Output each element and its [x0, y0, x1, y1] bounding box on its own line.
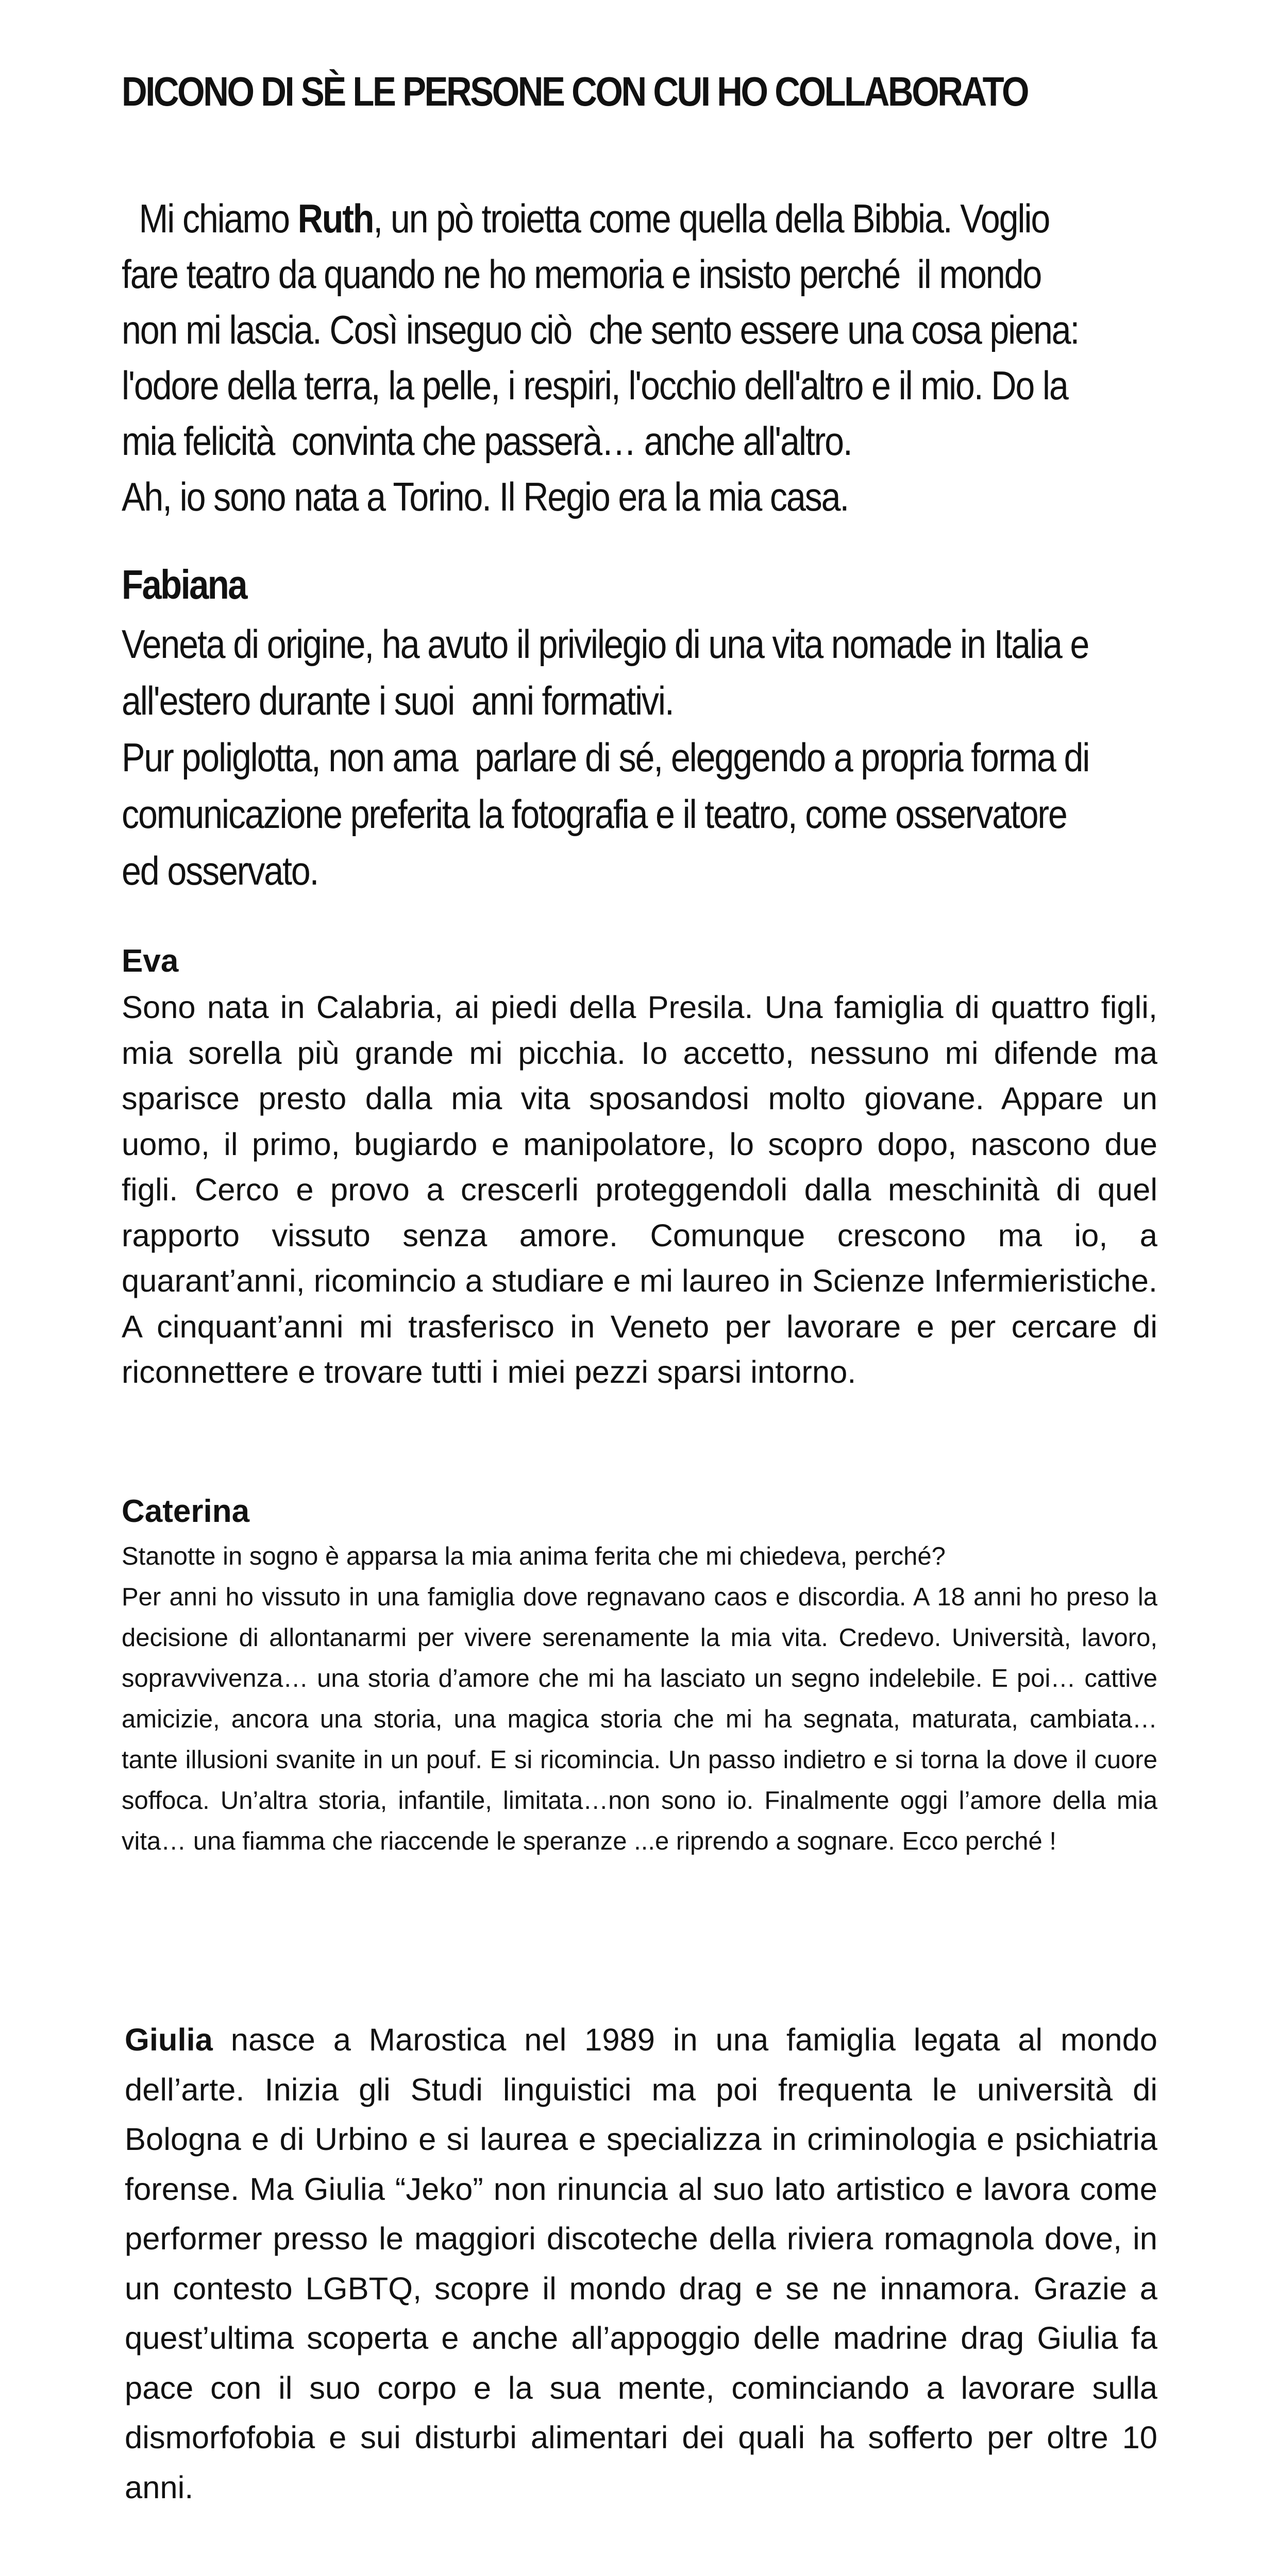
ruth-line-4: l'odore della terra, la pelle, i respiri, l'occhio dell'altro e il mio. Do la [122, 363, 1068, 408]
ruth-line-3: non mi lascia. Così inseguo ciò che sento essere una cosa piena: [122, 307, 1079, 352]
giulia-body: nasce a Marostica nel 1989 in una famiglia legata al mondo dell’arte. Inizia gli Studi linguistici ma poi frequenta le università di Bologna e di Urbino e si laurea e specializza in criminologia e psichiatria forense. Ma Giulia “Jeko” non rinuncia al suo lato artistico e lavora come performer presso le maggiori discoteche della riviera romagnola dove, in un contesto LGBTQ, scopre il mondo drag e se ne innamora. Grazie a quest’ultima scoperta e anche all’appoggio delle madrine drag Giulia fa pace con il suo corpo e la sua mente, cominciando a lavorare sulla dismorfofobia e sui disturbi alimentari dei quali ha sofferto per oltre 10 anni. [125, 2022, 1157, 2505]
fabiana-line-2: all'estero durante i suoi anni formativi. [122, 678, 674, 723]
caterina-first-line: Stanotte in sogno è apparsa la mia anima ferita che mi chiedeva, perché? [122, 1543, 946, 1570]
fabiana-line-4: comunicazione preferita la fotografia e il teatro, come osservatore [122, 791, 1067, 837]
caterina-name: Caterina [122, 1494, 250, 1529]
giulia-name: Giulia [125, 2022, 213, 2058]
eva-paragraph: Sono nata in Calabria, ai piedi della Presila. Una famiglia di quattro figli, mia sorella più grande mi picchia. Io accetto, nessuno mi difende ma sparisce presto dalla mia vita sposandosi molto giovane. Appare un uomo, il primo, bugiardo e manipolatore, lo scopro dopo, nascono due figli. Cerco e provo a crescerli proteggendoli dalla meschinità di quel rapporto vissuto senza amore. Comunque crescono ma io, a quarant’anni, ricomincio a studiare e mi laureo in Scienze Infermieristiche. A cinquant’anni mi trasferisco in Veneto per lavorare e per cercare di riconnettere e trovare tutti i miei pezzi sparsi intorno. [122, 990, 1157, 1390]
ruth-paragraph [122, 191, 1159, 524]
ruth-line-5: mia felicità convinta che passerà… anche all'altro. [122, 418, 852, 464]
eva-name: Eva [122, 943, 179, 979]
fabiana-line-5: ed osservato. [122, 848, 318, 893]
page-title: DICONO DI SÈ LE PERSONE CON CUI HO COLLABORATO [122, 69, 1028, 114]
caterina-body: Per anni ho vissuto in una famiglia dove regnavano caos e discordia. A 18 anni ho preso la decisione di allontanarmi per vivere serenamente la mia vita. Credevo. Università, lavoro, sopravvivenza… una storia d’amore che mi ha lasciato un segno indelebile. E poi… cattive amicizie, ancora una storia, una magica storia che mi ha segnata, maturata, cambiata… tante illusioni svanite in un pouf. E si ricomincia. Un passo indietro e si torna la dove il cuore soffoca. Un’altra storia, infantile, limitata…non sono io. Finalmente oggi l’amore della mia vita… una fiamma che riaccende le speranze ...e riprendo a sognare. Ecco perché ! [122, 1583, 1157, 1855]
fabiana-name: Fabiana [122, 562, 246, 607]
fabiana-line-3: Pur poliglotta, non ama parlare di sé, eleggendo a propria forma di [122, 735, 1089, 780]
giulia-paragraph [125, 2015, 1157, 2513]
caterina-paragraph [122, 1536, 1157, 1862]
ruth-line-1-rest: , un pò troietta come quella della Bibbia. Voglio [373, 196, 1050, 241]
ruth-line-2: fare teatro da quando ne ho memoria e insisto perché il mondo [122, 251, 1041, 297]
ruth-line-6: Ah, io sono nata a Torino. Il Regio era la mia casa. [122, 474, 849, 519]
fabiana-line-1: Veneta di origine, ha avuto il privilegio di una vita nomade in Italia e [122, 621, 1089, 667]
ruth-name: Ruth [297, 196, 374, 241]
ruth-intro-text: Mi chiamo [122, 196, 298, 241]
fabiana-paragraph [122, 616, 1159, 899]
ruth-line-1 [122, 191, 1159, 246]
